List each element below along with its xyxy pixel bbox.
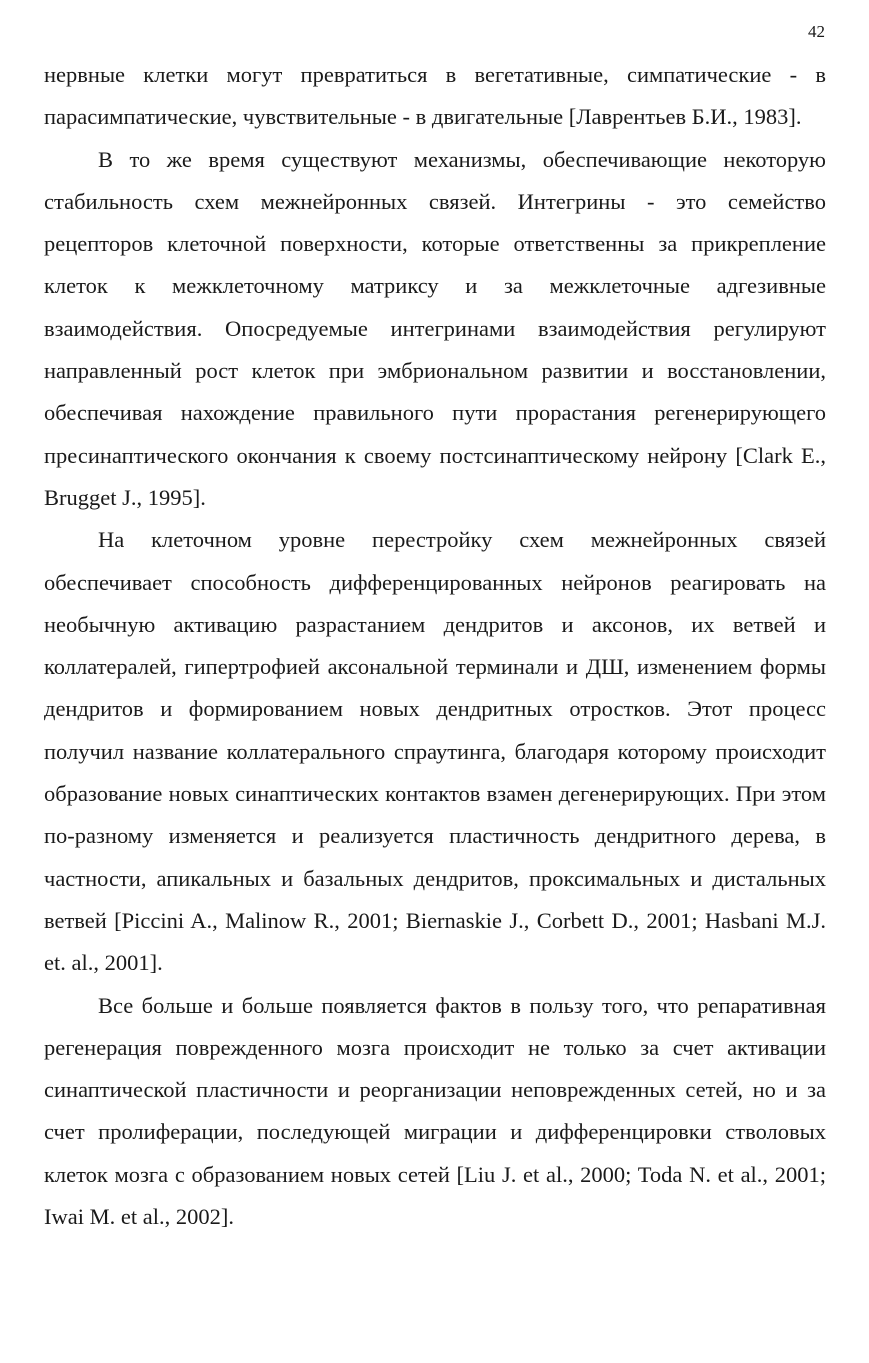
body-text: [44, 54, 826, 1238]
page-number: 42: [808, 22, 825, 41]
paragraph-regeneration: Все больше и больше появляется фактов в пользу того, что репаративная регенерация поврежденного мозга происходит не только за счет активации синаптической пластичности и реорганизации неповрежденных сетей, но и за счет пролиферации, последующей миграции и дифференцировки стволовых клеток мозга с образованием новых сетей [Liu J. et al., 2000; Toda N. et al., 2001; Iwai M. et al., 2002].: [44, 992, 826, 1230]
paragraph-sprouting: На клеточном уровне перестройку схем межнейронных связей обеспечивает способность дифференцированных нейронов реагировать на необычную активацию разрастанием дендритов и аксонов, их ветвей и коллатералей, гипертрофией аксональной терминали и ДШ, изменением формы дендритов и формированием новых дендритных отростков. Этот процесс получил название коллатерального спраутинга, благодаря которому происходит образование новых синаптических контактов взамен дегенерирующих. При этом по-разному изменяется и реализуется пластичность дендритного дерева, в частности, апикальных и базальных дендритов, проксимальных и дистальных ветвей [Piccini A., Malinow R., 2001; Biernaskie J., Corbett D., 2001; Hasbani M.J. et. al., 2001].: [44, 527, 826, 976]
paragraph-continuation: нервные клетки могут превратиться в вегетативные, симпатические - в парасимпатические, чувствительные - в двигательные [Лаврентьев Б.И., 1983].: [44, 62, 826, 130]
paragraph-integrins: В то же время существуют механизмы, обеспечивающие некоторую стабильность схем межнейронных связей. Интегрины - это семейство рецепторов клеточной поверхности, которые ответственны за прикрепление клеток к межклеточному матриксу и за межклеточные адгезивные взаимодействия. Опосредуемые интегринами взаимодействия регулируют направленный рост клеток при эмбриональном развитии и восстановлении, обеспечивая нахождение правильного пути прорастания регенерирующего пресинаптического окончания к своему постсинаптическому нейрону [Clark E., Brugget J., 1995].: [44, 146, 826, 510]
